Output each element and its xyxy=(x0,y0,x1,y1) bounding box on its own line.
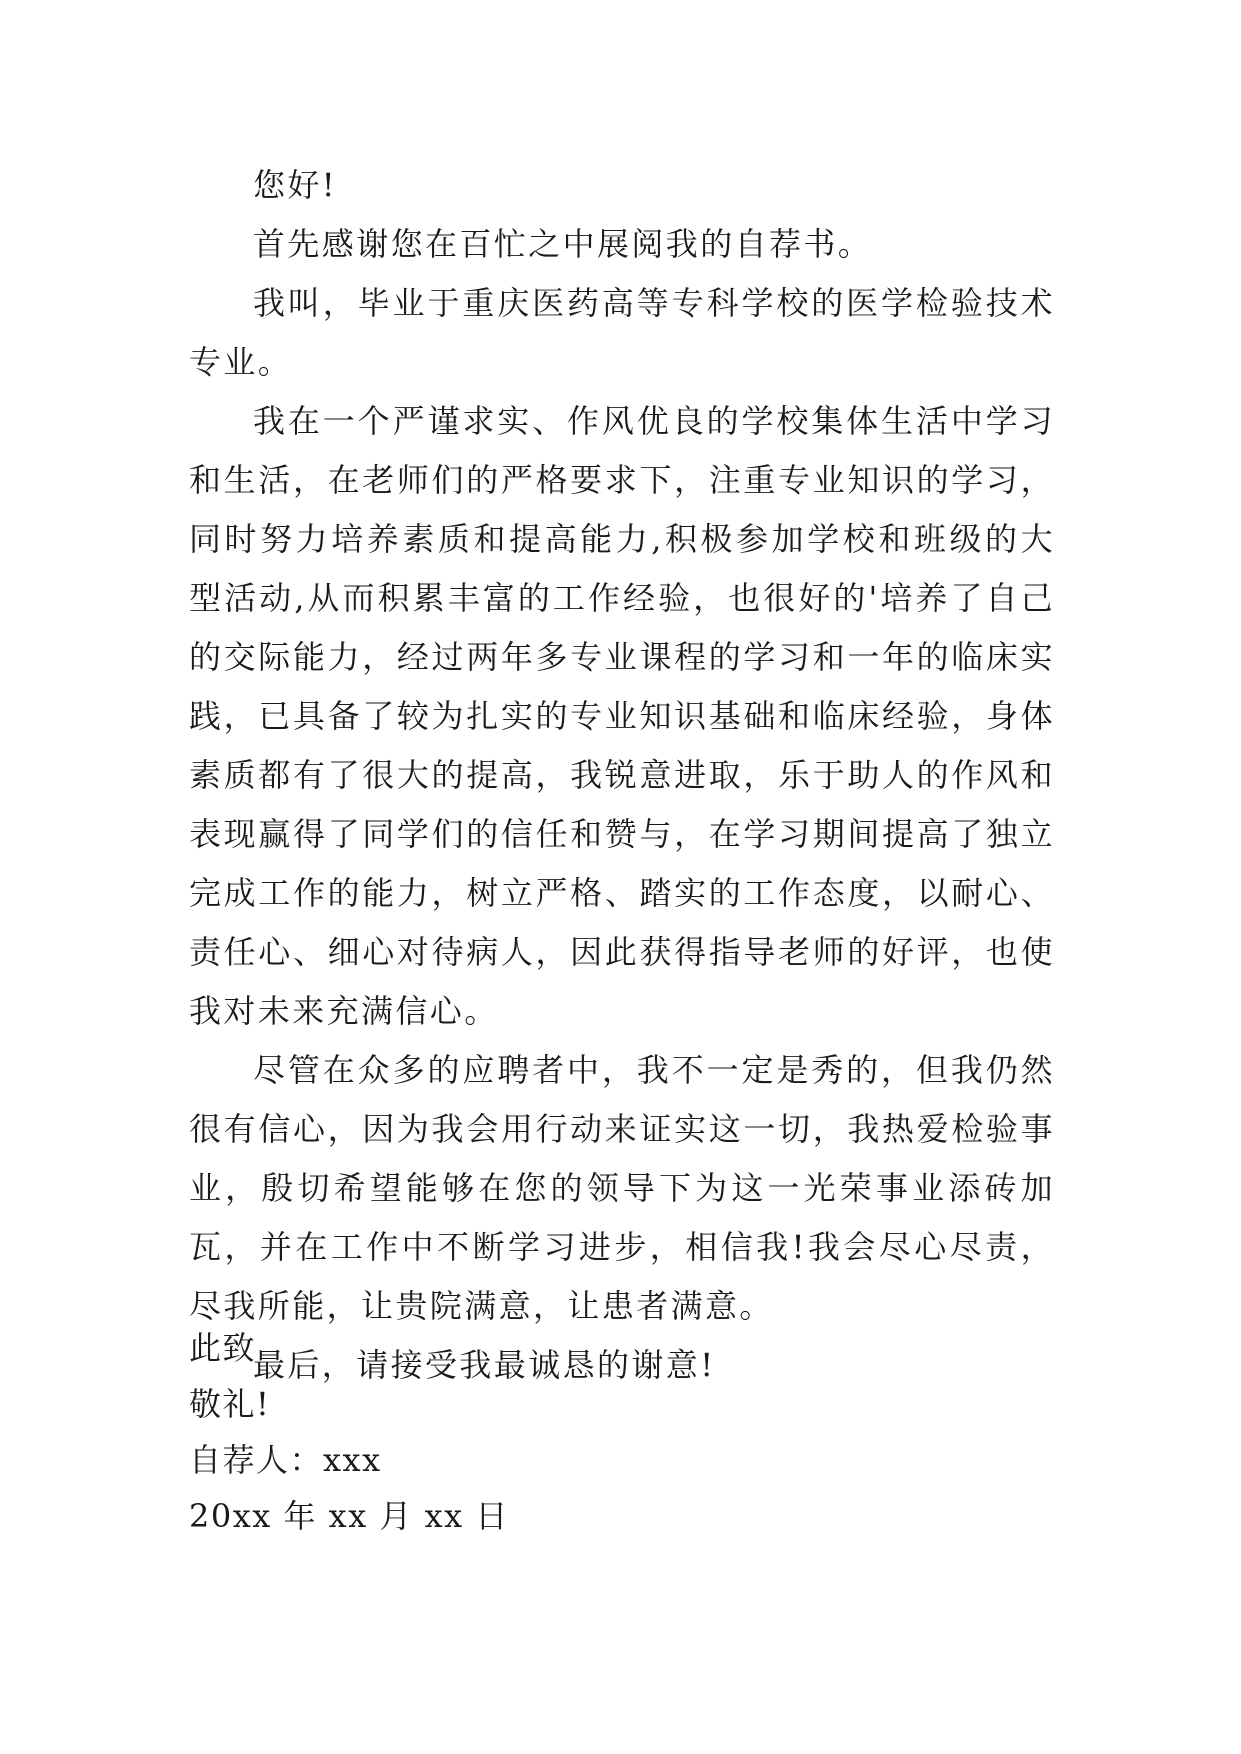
paragraph-introduction: 我叫，毕业于重庆医药高等专科学校的医学检验技术专业。 xyxy=(189,284,1055,381)
letter-date: 20xx 年 xx 月 xx 日 xyxy=(189,1497,509,1535)
paragraph-thanks: 首先感谢您在百忙之中展阅我的自荐书。 xyxy=(253,225,873,263)
letter-closing xyxy=(189,1320,1055,1544)
closing-phrase: 此致 xyxy=(189,1329,257,1367)
paragraph-final-thanks: 最后，请接受我最诚恳的谢意! xyxy=(253,1346,716,1384)
greeting: 您好! xyxy=(253,166,338,204)
paragraph-experience: 我在一个严谨求实、作风优良的学校集体生活中学习和生活，在老师们的严格要求下，注重专业知识的学习，同时努力培养素质和提高能力,积极参加学校和班级的大型活动,从而积累丰富的工作经验，也很好的'培养了自己的交际能力，经过两年多专业课程的学习和一年的临床实践，已具备了较为扎实的专业知识基础和临床经验，身体素质都有了很大的提高，我锐意进取，乐于助人的作风和表现赢得了同学们的信任和赞与，在学习期间提高了独立完成工作的能力，树立严格、踏实的工作态度，以耐心、责任心、细心对待病人，因此获得指导老师的好评，也使我对未来充满信心。 xyxy=(189,402,1055,1030)
closing-regards: 敬礼! xyxy=(189,1385,271,1423)
paragraph-commitment: 尽管在众多的应聘者中，我不一定是秀的，但我仍然很有信心，因为我会用行动来证实这一切，我热爱检验事业，殷切希望能够在您的领导下为这一光荣事业添砖加瓦，并在工作中不断学习进步，相信我!我会尽心尽责，尽我所能，让贵院满意，让患者满意。 xyxy=(189,1051,1055,1325)
signer-name: 自荐人：xxx xyxy=(189,1441,382,1479)
letter-body xyxy=(189,156,1055,1395)
